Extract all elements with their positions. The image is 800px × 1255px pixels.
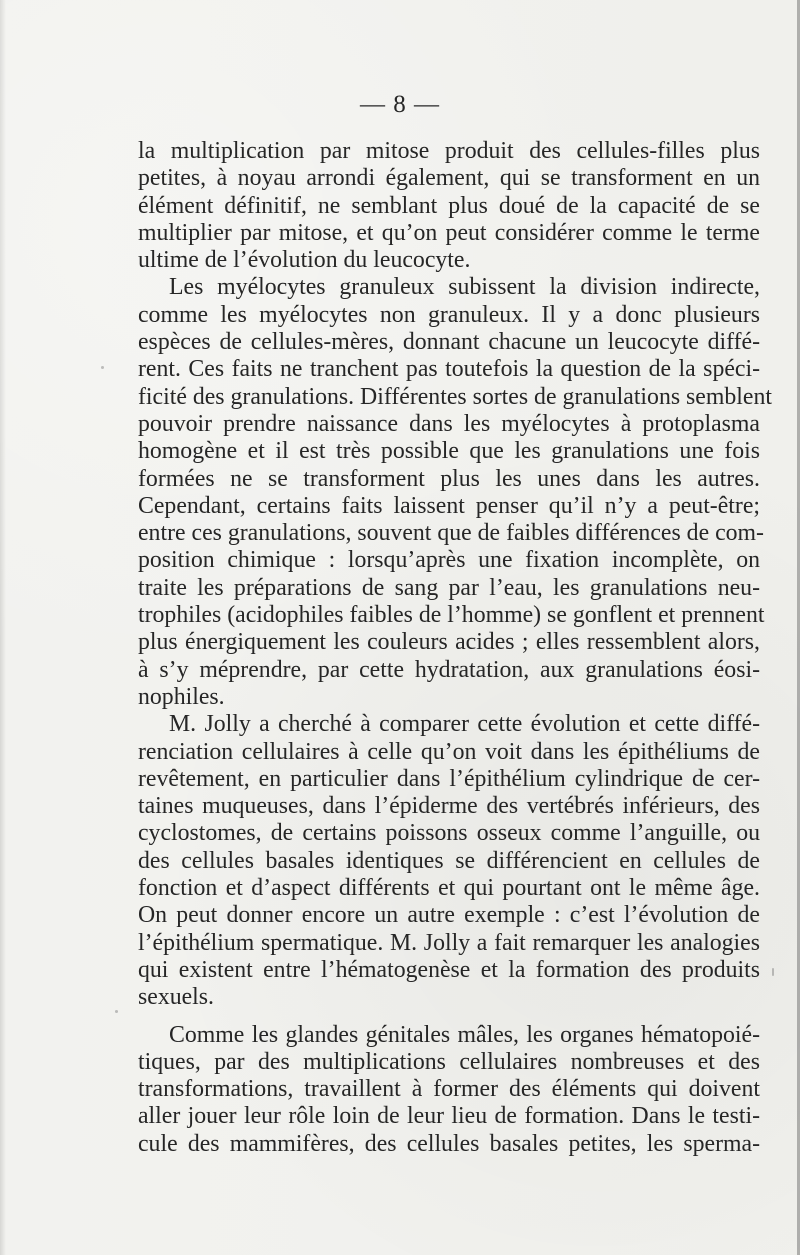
page-number: — 8 —: [360, 91, 440, 118]
text-line: rent. Ces faits ne tranchent pas toutefois la question de la spéci-: [138, 356, 760, 383]
text-line: ultime de l’évolution du leucocyte.: [138, 247, 471, 274]
text-line: tiques, par des multiplications cellulaires nombreuses et des: [138, 1048, 760, 1075]
paper-speck: [772, 968, 774, 976]
text-line: position chimique : lorsqu’après une fixation incomplète, on: [138, 547, 760, 574]
text-line: transformations, travaillent à former des éléments qui doivent: [138, 1076, 760, 1103]
text-line: entre ces granulations, souvent que de faibles différences de com-: [138, 520, 764, 547]
text-line: ficité des granulations. Différentes sortes de granulations semblent: [138, 383, 772, 410]
text-line: petites, à noyau arrondi également, qui se transforment en un: [138, 165, 760, 192]
text-line: plus énergiquement les couleurs acides ; elles ressemblent alors,: [138, 629, 760, 656]
text-line: Les myélocytes granuleux subissent la division indirecte,: [169, 274, 760, 301]
text-line: formées ne se transforment plus les unes dans les autres.: [138, 465, 760, 492]
text-line: aller jouer leur rôle loin de leur lieu de formation. Dans le testi-: [138, 1103, 760, 1130]
text-line: comme les myélocytes non granuleux. Il y a donc plusieurs: [138, 301, 760, 328]
paper-speck: [101, 366, 104, 369]
text-line: homogène et il est très possible que les granulations une fois: [138, 438, 760, 465]
text-line: traite les préparations de sang par l’eau, les granulations neu-: [138, 574, 760, 601]
text-line: pouvoir prendre naissance dans les myélocytes à protoplasma: [138, 410, 760, 437]
text-line: nophiles.: [138, 683, 225, 710]
text-line: trophiles (acidophiles faibles de l’homme) se gonflent et prennent: [138, 602, 765, 629]
text-line: des cellules basales identiques se différencient en cellules de: [138, 847, 760, 874]
text-line: espèces de cellules-mères, donnant chacune un leucocyte diffé-: [138, 329, 760, 356]
text-line: fonction et d’aspect différents et qui pourtant ont le même âge.: [138, 875, 760, 902]
text-line: élément définitif, ne semblant plus doué de la capacité de se: [138, 192, 760, 219]
text-line: qui existent entre l’hématogenèse et la formation des produits: [138, 956, 760, 983]
text-line: multiplier par mitose, et qu’on peut considérer comme le terme: [138, 219, 760, 246]
text-line: renciation cellulaires à celle qu’on voit dans les épithéliums de: [138, 738, 760, 765]
text-line: à s’y méprendre, par cette hydratation, aux granulations éosi-: [138, 656, 760, 683]
text-line: M. Jolly a cherché à comparer cette évolution et cette diffé-: [169, 711, 760, 738]
text-line: cyclostomes, de certains poissons osseux comme l’anguille, ou: [138, 820, 760, 847]
paper-speck: [115, 1010, 118, 1013]
text-line: On peut donner encore un autre exemple : c’est l’évolution de: [138, 902, 760, 929]
body-text: [138, 138, 772, 1158]
text-line: Comme les glandes génitales mâles, les organes hématopoié-: [169, 1021, 760, 1048]
text-line: revêtement, en particulier dans l’épithélium cylindrique de cer-: [138, 765, 760, 792]
text-line: cule des mammifères, des cellules basales petites, les sperma-: [138, 1130, 760, 1157]
text-line: l’épithélium spermatique. M. Jolly a fait remarquer les analogies: [138, 929, 760, 956]
text-line: Cependant, certains faits laissent penser qu’il n’y a peut-être;: [138, 492, 760, 519]
text-line: sexuels.: [138, 984, 215, 1011]
text-line: taines muqueuses, dans l’épiderme des vertébrés inférieurs, des: [138, 793, 760, 820]
text-line: la multiplication par mitose produit des cellules-filles plus: [138, 138, 760, 164]
